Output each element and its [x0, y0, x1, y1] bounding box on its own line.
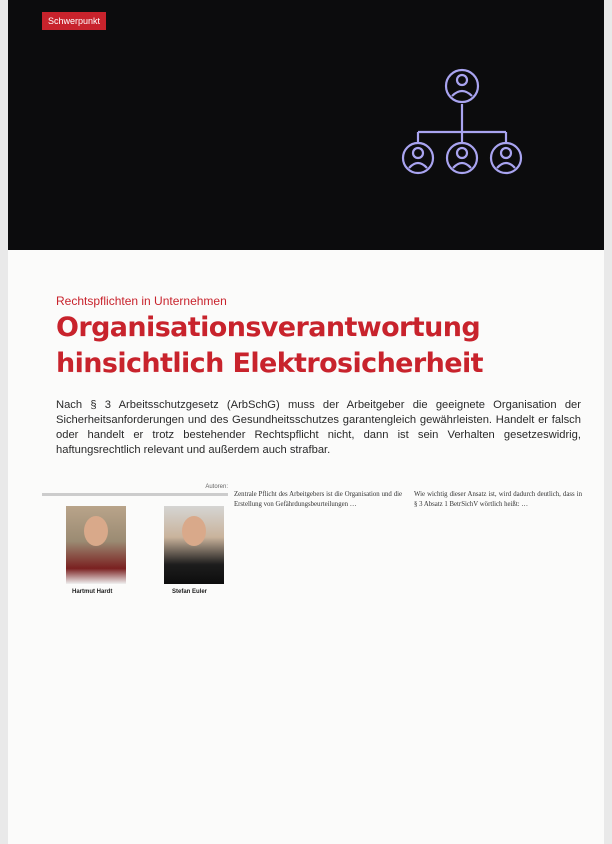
section-tag: Schwerpunkt	[42, 12, 106, 30]
body-column-1: Zentrale Pflicht des Arbeitgebers ist die Organisation und die Erstellung von Gefährdungsbeurteilungen …	[234, 491, 402, 509]
article-body	[230, 490, 582, 820]
hero-image	[8, 0, 604, 250]
author-photo-hardt	[66, 506, 126, 584]
divider	[42, 493, 228, 496]
magazine-page	[8, 0, 604, 844]
author-name: Stefan Euler	[172, 589, 208, 595]
kicker: Rechtspflichten in Unternehmen	[56, 294, 227, 308]
author-photo-euler	[164, 506, 224, 584]
org-chart-icon	[400, 68, 524, 188]
body-column-2: Wie wichtig dieser Ansatz ist, wird dadurch deutlich, dass in § 3 Absatz 1 BetrSichV wörtlich heißt: …	[414, 491, 582, 509]
headline-line-2: hinsichtlich Elektrosicherheit	[56, 348, 483, 379]
author-box	[42, 484, 228, 704]
headline-line-1: Organisationsverantwortung	[56, 312, 481, 343]
author-box-header: Autoren:	[205, 484, 228, 490]
lead-paragraph: Nach § 3 Arbeitsschutzgesetz (ArbSchG) muss der Arbeitgeber die geeignete Organisation der Sicherheitsanforderungen und des Gesundheitsschutzes garantengleich gewährleisten. Handelt er falsch oder handelt er trotz bestehender Rechtspflicht nicht, dann ist sein Verhalten gesetzeswidrig, haftungsrechtlich relevant und außerdem auch strafbar.	[56, 399, 581, 456]
headline	[56, 310, 576, 382]
author-name: Hartmut Hardt	[72, 589, 113, 595]
